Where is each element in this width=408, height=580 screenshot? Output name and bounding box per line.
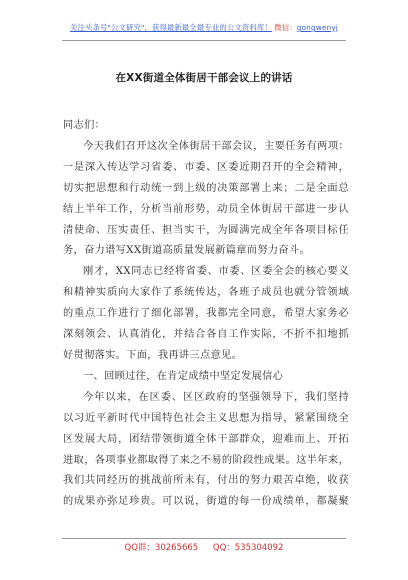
contact-footer — [0, 541, 408, 553]
paragraph-line: 切实把思想和行动统一到上级的决策部署上来；二是全面总 — [63, 182, 349, 194]
qq-group: QQ群：30265665 — [124, 543, 199, 553]
paragraph-line: 以习近平新时代中国特色社会主义思想为指导，紧紧围绕全 — [63, 412, 349, 424]
paragraph-line: 的重点工作进行了细化部署，我都完全同意，希望大家务必 — [63, 308, 349, 320]
paragraph-line: 深刻领会、认真消化，并结合各自工作实际，不折不扣地抓 — [63, 329, 349, 341]
promo-header — [0, 22, 408, 33]
paragraph-line: 刚才，XX同志已经将省委、市委、区委全会的核心要义 — [83, 266, 349, 278]
paragraph-line: 区发展大局，团结带领街道全体干部群众，迎难而上、开拓 — [63, 433, 349, 445]
wechat-label: 微信： — [274, 23, 297, 32]
paragraph-line: 今天我们召开这次全体街居干部会议，主要任务有两项： — [83, 140, 349, 152]
document-body — [63, 116, 349, 513]
qq-number: QQ：535304092 — [212, 543, 284, 553]
paragraph-line: 清使命、压实责任、担当实干，为圆满完成全年各项目标任 — [63, 224, 349, 236]
paragraph-line: 和精神实质向大家作了系统传达，各班子成员也就分管领域 — [63, 287, 349, 299]
header-divider — [62, 40, 346, 41]
paragraph-line: 一是深入传达学习省委、市委、区委近期召开的全会精神， — [63, 161, 349, 173]
paragraph-line: 结上半年工作，分析当前形势，动员全体街居干部进一步认 — [63, 203, 349, 215]
document-title: 在XX街道全体街居干部会议上的讲话 — [115, 72, 293, 84]
paragraph-line: 今年以来，在区委、区区政府的坚强领导下，我们坚持 — [83, 391, 349, 403]
section-heading: 一、回顾过往，在肯定成绩中坚定发展信心 — [83, 370, 284, 382]
wechat-id-link[interactable]: gongwenyj — [296, 23, 338, 32]
paragraph-line: 的成果亦弥足珍贵。可以说，街道的每一份成绩单，都凝聚 — [63, 496, 349, 508]
paragraph-line: 进取，各项事业都取得了来之不易的阶段性成果。这半年来， — [63, 454, 349, 466]
promo-link[interactable]: 关注头条号"公文研究"，获得最新最全最专业的公文资料库！ — [70, 23, 272, 32]
paragraph-line: 好贯彻落实。下面，我再讲三点意见。 — [63, 349, 243, 361]
footer-divider — [62, 538, 346, 539]
greeting: 同志们： — [63, 120, 106, 131]
paragraph-line: 务，奋力谱写XX街道高质量发展新篇章而努力奋斗。 — [63, 245, 311, 257]
paragraph-line: 我们共同经历的挑战前所未有，付出的努力艰苦卓绝，收获 — [63, 475, 349, 487]
